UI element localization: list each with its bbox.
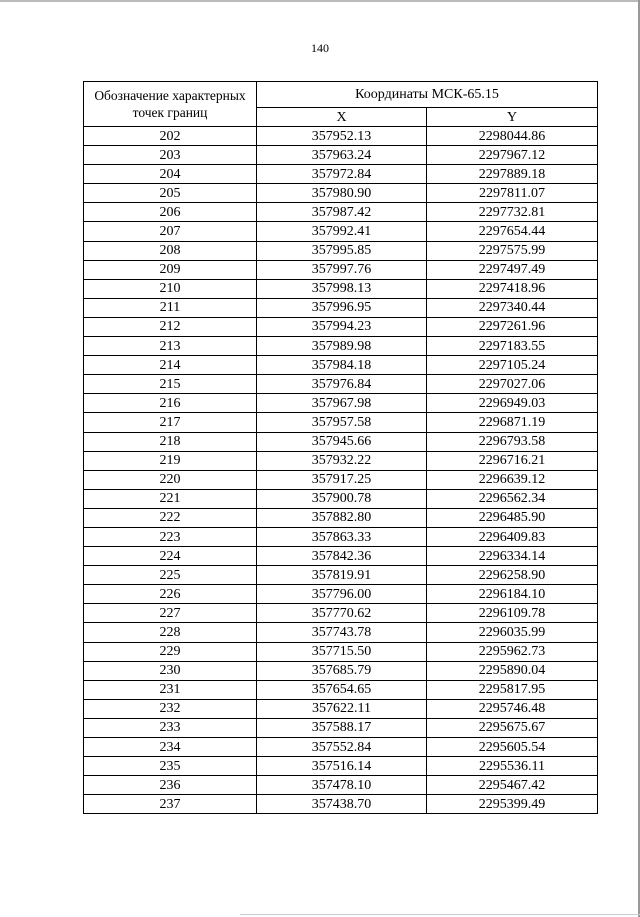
cell-y: 2296184.10	[427, 585, 598, 604]
cell-x: 357819.91	[257, 566, 427, 585]
cell-x: 357945.66	[257, 432, 427, 451]
header-coordinates: Координаты МСК-65.15	[257, 82, 598, 108]
cell-y: 2296035.99	[427, 623, 598, 642]
table-row	[84, 699, 598, 718]
cell-y: 2297340.44	[427, 298, 598, 317]
cell-y: 2296639.12	[427, 470, 598, 489]
cell-x: 357987.42	[257, 203, 427, 222]
cell-x: 357976.84	[257, 375, 427, 394]
cell-y: 2296871.19	[427, 413, 598, 432]
cell-point: 202	[84, 127, 257, 146]
table-row	[84, 489, 598, 508]
cell-x: 357952.13	[257, 127, 427, 146]
table-row	[84, 146, 598, 165]
cell-y: 2296793.58	[427, 432, 598, 451]
table-row	[84, 184, 598, 203]
cell-y: 2295746.48	[427, 699, 598, 718]
header-point-designation: Обозначение характерных точек границ	[84, 82, 257, 127]
cell-x: 357715.50	[257, 642, 427, 661]
cell-x: 357622.11	[257, 699, 427, 718]
table-row	[84, 394, 598, 413]
table-row	[84, 413, 598, 432]
cell-x: 357992.41	[257, 222, 427, 241]
table-row	[84, 566, 598, 585]
cell-y: 2298044.86	[427, 127, 598, 146]
cell-y: 2295890.04	[427, 661, 598, 680]
table-row	[84, 527, 598, 546]
cell-y: 2297183.55	[427, 337, 598, 356]
table-row	[84, 661, 598, 680]
cell-y: 2297418.96	[427, 279, 598, 298]
table-row	[84, 547, 598, 566]
cell-y: 2296334.14	[427, 547, 598, 566]
cell-point: 209	[84, 260, 257, 279]
cell-y: 2297261.96	[427, 317, 598, 336]
table-row	[84, 508, 598, 527]
cell-y: 2297732.81	[427, 203, 598, 222]
cell-point: 235	[84, 757, 257, 776]
table-row	[84, 470, 598, 489]
cell-y: 2297497.49	[427, 260, 598, 279]
table-row	[84, 127, 598, 146]
cell-x: 357743.78	[257, 623, 427, 642]
cell-point: 205	[84, 184, 257, 203]
cell-point: 212	[84, 317, 257, 336]
table-row	[84, 680, 598, 699]
table-row	[84, 203, 598, 222]
cell-point: 232	[84, 699, 257, 718]
table-row	[84, 356, 598, 375]
coordinates-table	[83, 81, 598, 814]
table-body	[84, 127, 598, 814]
cell-point: 206	[84, 203, 257, 222]
cell-point: 211	[84, 298, 257, 317]
cell-point: 204	[84, 165, 257, 184]
cell-x: 357654.65	[257, 680, 427, 699]
cell-point: 216	[84, 394, 257, 413]
cell-point: 223	[84, 527, 257, 546]
table-row	[84, 222, 598, 241]
cell-point: 203	[84, 146, 257, 165]
table-row	[84, 623, 598, 642]
cell-y: 2297105.24	[427, 356, 598, 375]
cell-point: 215	[84, 375, 257, 394]
cell-y: 2295675.67	[427, 718, 598, 737]
cell-y: 2297575.99	[427, 241, 598, 260]
table-row	[84, 165, 598, 184]
cell-y: 2295817.95	[427, 680, 598, 699]
cell-y: 2295962.73	[427, 642, 598, 661]
cell-y: 2297811.07	[427, 184, 598, 203]
table-row	[84, 260, 598, 279]
cell-y: 2296258.90	[427, 566, 598, 585]
cell-point: 229	[84, 642, 257, 661]
cell-x: 357438.70	[257, 795, 427, 814]
scan-edge-bottom	[240, 914, 640, 915]
cell-point: 210	[84, 279, 257, 298]
cell-x: 357516.14	[257, 757, 427, 776]
cell-y: 2296562.34	[427, 489, 598, 508]
cell-point: 218	[84, 432, 257, 451]
cell-y: 2297027.06	[427, 375, 598, 394]
cell-y: 2297967.12	[427, 146, 598, 165]
cell-x: 357478.10	[257, 776, 427, 795]
cell-x: 357588.17	[257, 718, 427, 737]
cell-y: 2295605.54	[427, 738, 598, 757]
cell-x: 357963.24	[257, 146, 427, 165]
cell-x: 357980.90	[257, 184, 427, 203]
cell-point: 231	[84, 680, 257, 699]
page-number: 140	[311, 41, 329, 55]
table-row	[84, 375, 598, 394]
cell-x: 357972.84	[257, 165, 427, 184]
header-y: Y	[427, 108, 598, 127]
cell-x: 357917.25	[257, 470, 427, 489]
cell-point: 234	[84, 738, 257, 757]
table-row	[84, 451, 598, 470]
table-row	[84, 718, 598, 737]
cell-x: 357995.85	[257, 241, 427, 260]
cell-x: 357932.22	[257, 451, 427, 470]
cell-x: 357900.78	[257, 489, 427, 508]
table-row	[84, 279, 598, 298]
cell-x: 357996.95	[257, 298, 427, 317]
cell-point: 226	[84, 585, 257, 604]
cell-x: 357552.84	[257, 738, 427, 757]
cell-y: 2297889.18	[427, 165, 598, 184]
table-row	[84, 298, 598, 317]
cell-y: 2297654.44	[427, 222, 598, 241]
cell-y: 2296109.78	[427, 604, 598, 623]
cell-y: 2295399.49	[427, 795, 598, 814]
cell-point: 217	[84, 413, 257, 432]
cell-x: 357685.79	[257, 661, 427, 680]
table-row	[84, 432, 598, 451]
cell-point: 219	[84, 451, 257, 470]
cell-point: 214	[84, 356, 257, 375]
cell-x: 357967.98	[257, 394, 427, 413]
cell-point: 207	[84, 222, 257, 241]
header-x: X	[257, 108, 427, 127]
table-row	[84, 604, 598, 623]
table-row	[84, 757, 598, 776]
table-row	[84, 337, 598, 356]
cell-point: 225	[84, 566, 257, 585]
cell-y: 2296949.03	[427, 394, 598, 413]
cell-point: 228	[84, 623, 257, 642]
cell-point: 236	[84, 776, 257, 795]
cell-x: 357957.58	[257, 413, 427, 432]
cell-y: 2295467.42	[427, 776, 598, 795]
cell-x: 357863.33	[257, 527, 427, 546]
cell-x: 357994.23	[257, 317, 427, 336]
cell-point: 233	[84, 718, 257, 737]
cell-x: 357997.76	[257, 260, 427, 279]
cell-point: 224	[84, 547, 257, 566]
table-row	[84, 241, 598, 260]
cell-y: 2296716.21	[427, 451, 598, 470]
cell-point: 221	[84, 489, 257, 508]
cell-point: 230	[84, 661, 257, 680]
table-row	[84, 795, 598, 814]
cell-x: 357984.18	[257, 356, 427, 375]
cell-x: 357998.13	[257, 279, 427, 298]
table-row	[84, 642, 598, 661]
table-row	[84, 776, 598, 795]
cell-point: 222	[84, 508, 257, 527]
cell-point: 227	[84, 604, 257, 623]
cell-point: 213	[84, 337, 257, 356]
cell-y: 2296485.90	[427, 508, 598, 527]
cell-point: 208	[84, 241, 257, 260]
cell-point: 237	[84, 795, 257, 814]
cell-x: 357842.36	[257, 547, 427, 566]
cell-point: 220	[84, 470, 257, 489]
table-row	[84, 317, 598, 336]
table-row	[84, 585, 598, 604]
cell-x: 357882.80	[257, 508, 427, 527]
cell-x: 357796.00	[257, 585, 427, 604]
cell-y: 2295536.11	[427, 757, 598, 776]
scan-edge-top	[0, 0, 640, 2]
cell-y: 2296409.83	[427, 527, 598, 546]
cell-x: 357989.98	[257, 337, 427, 356]
cell-x: 357770.62	[257, 604, 427, 623]
table-row	[84, 738, 598, 757]
